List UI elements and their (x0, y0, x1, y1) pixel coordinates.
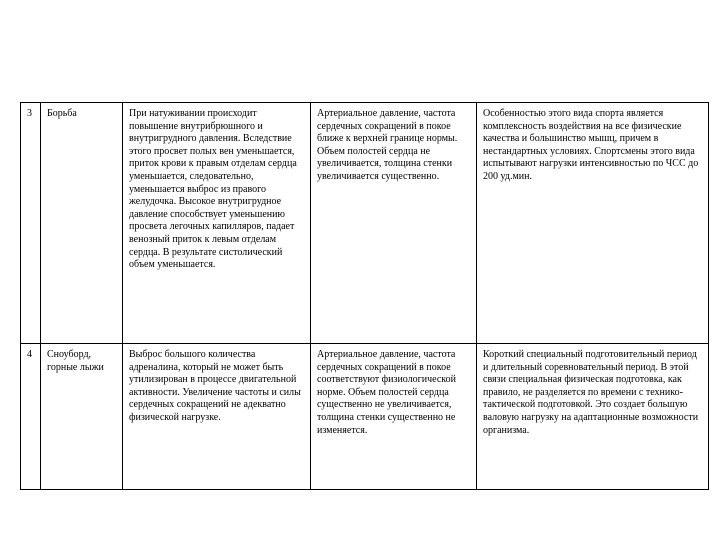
sports-cardio-table (20, 102, 709, 490)
blood-pressure-cell: Артериальное давление, частота сердечных сокращений в покое соответствуют физиологической норме. Объем полостей сердца существенно не увеличивается, толщина стенки существенно не изменяется. (311, 344, 477, 490)
mechanism-cell: При натуживании происходит повышение внутрибрюшного и внутригрудного давления. Вследствие этого просвет полых вен уменьшается, приток крови к правым отделам сердца уменьшается, следовательно, уменьшается выброс из правого желудочка. Высокое внутригрудное давление способствует уменьшению просвета легочных капилляров, падает венозный приток к левым отделам сердца. В результате систолический объем уменьшается. (123, 103, 311, 344)
features-cell: Особенностью этого вида спорта является комплексность воздействия на все физические качества и большинство мышц, причем в нестандартных условиях. Спортсмены этого вида испытывают нагрузки интенсивностью по ЧСС до 200 уд.мин. (477, 103, 709, 344)
row-number-cell: 4 (21, 344, 41, 490)
sport-name-cell: Сноуборд, горные лыжи (41, 344, 123, 490)
table-row (21, 103, 709, 344)
row-number-cell: 3 (21, 103, 41, 344)
table-row (21, 344, 709, 490)
mechanism-cell: Выброс большого количества адреналина, который не может быть утилизирован в процессе двигательной активности. Увеличение частоты и силы сердечных сокращений не адекватно физической нагрузке. (123, 344, 311, 490)
features-cell: Короткий специальный подготовительный период и длительный соревновательный период. В этой связи специальная физическая подготовка, как правило, не разделяется по времени с технико-тактической подготовкой. Это создает большую валовую нагрузку на адаптационные возможности организма. (477, 344, 709, 490)
sport-name-cell: Борьба (41, 103, 123, 344)
blood-pressure-cell: Артериальное давление, частота сердечных сокращений в покое ближе к верхней границе нормы. Объем полостей сердца не увеличивается, толщина стенки увеличивается существенно. (311, 103, 477, 344)
